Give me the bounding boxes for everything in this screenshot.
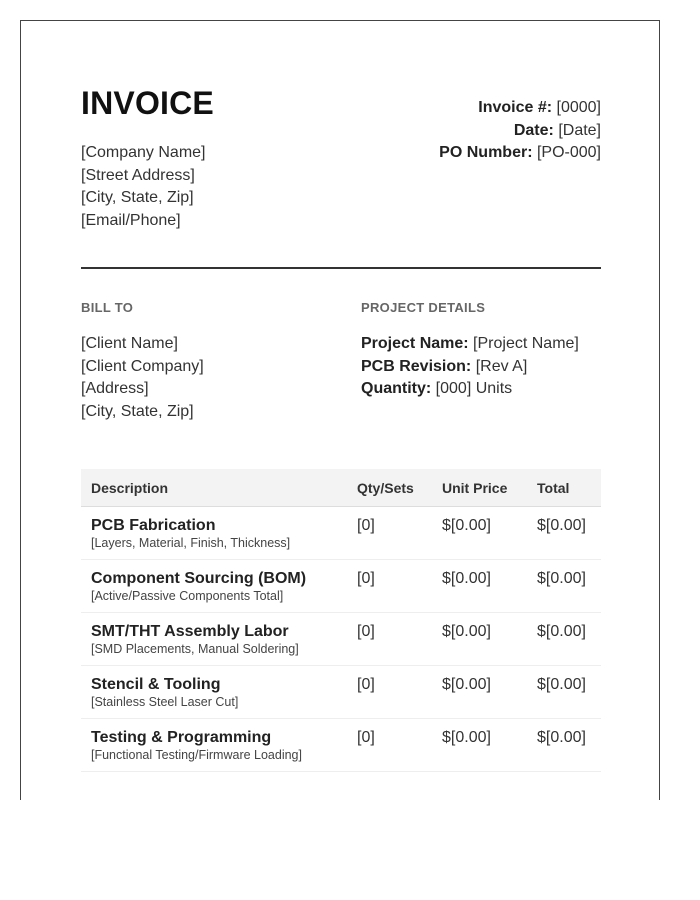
line-items-table: [81, 469, 601, 772]
po-number: [439, 142, 601, 165]
project-details-block: [361, 333, 579, 401]
po-number-value: [PO-000]: [536, 144, 601, 161]
item-total: $[0.00]: [537, 623, 586, 640]
company-street: [Street Address]: [81, 166, 195, 184]
item-qty: [0]: [357, 729, 375, 746]
item-name: Testing & Programming: [91, 729, 272, 746]
table-header: [81, 469, 601, 507]
project-quantity-value: [000] Units: [435, 380, 513, 397]
item-name: Component Sourcing (BOM): [91, 570, 307, 587]
item-name: SMT/THT Assembly Labor: [91, 623, 289, 640]
item-qty: [0]: [357, 570, 375, 587]
item-detail: [SMD Placements, Manual Soldering]: [91, 642, 299, 656]
invoice-number-value: [0000]: [556, 99, 601, 116]
item-unit-price: $[0.00]: [442, 517, 491, 534]
table-row: [81, 666, 601, 719]
item-total: $[0.00]: [537, 517, 586, 534]
client-address: [Address]: [81, 380, 149, 397]
item-unit-price: $[0.00]: [442, 729, 491, 746]
row-description: [81, 570, 357, 604]
project-name-label: Project Name:: [361, 335, 469, 352]
item-qty: [0]: [357, 676, 375, 693]
table-row: [81, 719, 601, 772]
table-row: [81, 560, 601, 613]
header-divider: [81, 267, 601, 269]
item-total: $[0.00]: [537, 729, 586, 746]
project-name: [361, 333, 579, 356]
item-qty: [0]: [357, 623, 375, 640]
item-name: PCB Fabrication: [91, 517, 216, 534]
bill-to-block: [81, 333, 204, 423]
invoice-date-value: [Date]: [558, 121, 601, 139]
pcb-revision-label: PCB Revision:: [361, 357, 472, 375]
pcb-revision: [361, 356, 579, 379]
item-total: $[0.00]: [537, 676, 586, 693]
company-contact: [Email/Phone]: [81, 211, 181, 229]
po-number-label: PO Number:: [439, 144, 533, 161]
item-detail: [Layers, Material, Finish, Thickness]: [91, 536, 291, 550]
company-name: [Company Name]: [81, 144, 206, 161]
company-city: [City, State, Zip]: [81, 189, 194, 206]
row-description: [81, 729, 357, 763]
header-qty: Qty/Sets: [357, 479, 414, 496]
item-unit-price: $[0.00]: [442, 676, 491, 693]
project-name-value: [Project Name]: [473, 335, 579, 352]
table-row: [81, 613, 601, 666]
header-unit-price: Unit Price: [442, 479, 508, 496]
client-name: [Client Name]: [81, 335, 178, 352]
item-name: Stencil & Tooling: [91, 676, 221, 693]
bill-to-title: BILL TO: [81, 300, 134, 315]
pcb-revision-value: [Rev A]: [475, 357, 528, 375]
invoice-number: [439, 97, 601, 120]
item-total: $[0.00]: [537, 570, 586, 587]
item-unit-price: $[0.00]: [442, 623, 491, 640]
row-description: [81, 623, 357, 657]
project-details-title: PROJECT DETAILS: [361, 300, 486, 315]
company-info: [81, 142, 206, 232]
invoice-number-label: Invoice #:: [478, 99, 553, 116]
invoice-meta: [439, 97, 601, 165]
invoice-page: [20, 20, 660, 800]
invoice-date: [439, 120, 601, 143]
row-description: [81, 517, 357, 551]
header-description: Description: [91, 479, 169, 496]
item-detail: [Functional Testing/Firmware Loading]: [91, 748, 302, 762]
item-detail: [Stainless Steel Laser Cut]: [91, 695, 239, 709]
project-quantity-label: Quantity:: [361, 380, 432, 397]
item-qty: [0]: [357, 517, 375, 534]
client-company: [Client Company]: [81, 357, 204, 375]
item-detail: [Active/Passive Components Total]: [91, 589, 284, 603]
invoice-date-label: Date:: [513, 121, 554, 139]
client-city: [City, State, Zip]: [81, 402, 194, 420]
project-quantity: [361, 378, 579, 401]
item-unit-price: $[0.00]: [442, 570, 491, 587]
header-total: Total: [537, 479, 570, 496]
table-row: [81, 507, 601, 560]
invoice-title: INVOICE: [81, 85, 214, 121]
row-description: [81, 676, 357, 710]
